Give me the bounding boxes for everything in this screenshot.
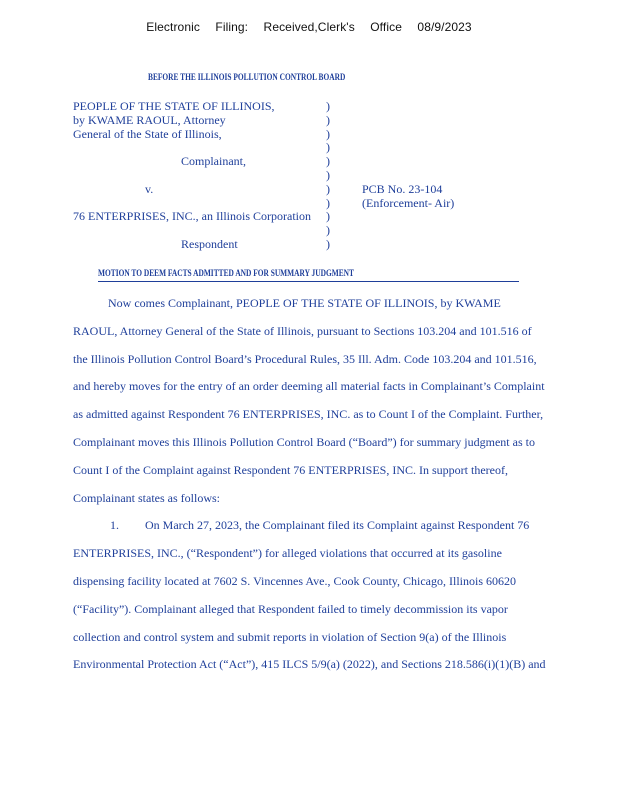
filing-stamp-header — [0, 20, 618, 34]
case-number: PCB No. 23-104 — [362, 181, 443, 196]
body-line-text: On March 27, 2023, the Complainant filed its Complaint against Respondent 76 — [145, 518, 530, 533]
body-line: dispensing facility located at 7602 S. Vincennes Ave., Cook County, Chicago, Illinois 60620 — [73, 573, 517, 588]
body-line: RAOUL, Attorney General of the State of Illinois, pursuant to Sections 103.204 and 101.516 of — [73, 323, 532, 338]
paragraph-number: 1. — [110, 518, 119, 533]
body-line: collection and control system and submit reports in violation of Section 9(a) of the Illinois — [73, 629, 507, 644]
caption-paren-column: ) ) ) ) ) ) ) ) ) ) ) — [326, 99, 330, 251]
header-part: Received,Clerk's — [263, 20, 355, 34]
body-line: the Illinois Pollution Control Board’s Procedural Rules, 35 Ill. Adm. Code 103.204 and 101.516, — [73, 351, 537, 366]
body-line: Complainant moves this Illinois Pollution Control Board (“Board”) for summary judgment as to — [73, 434, 535, 449]
numbered-paragraph-line — [73, 512, 613, 540]
caption-parties — [73, 100, 333, 252]
body-line: Complainant states as follows: — [73, 490, 220, 505]
case-number-block — [362, 100, 582, 210]
header-part: Electronic — [146, 20, 200, 34]
case-type: (Enforcement- Air) — [362, 195, 455, 210]
caption-line: Respondent — [181, 236, 238, 251]
body-line: Count I of the Complaint against Respondent 76 ENTERPRISES, INC. In support thereof, — [73, 462, 508, 477]
body-line: as admitted against Respondent 76 ENTERPRISES, INC. as to Count I of the Complaint. Further, — [73, 407, 544, 422]
body-line: and hereby moves for the entry of an order deeming all material facts in Complainant’s Complaint — [73, 379, 545, 394]
caption-line: v. — [145, 181, 154, 196]
caption-line — [73, 141, 333, 155]
caption-line: General of the State of Illinois, — [73, 126, 222, 141]
motion-title: MOTION TO DEEM FACTS ADMITTED AND FOR SUMMARY JUDGMENT — [98, 269, 354, 279]
body-line: (“Facility”). Complainant alleged that Respondent failed to timely decommission its vapor — [73, 601, 508, 616]
title-underline — [98, 281, 519, 282]
caption-line: PEOPLE OF THE STATE OF ILLINOIS, — [73, 99, 275, 113]
caption-line — [73, 224, 333, 238]
body-line: ENTERPRISES, INC., (“Respondent”) for alleged violations that occurred at its gasoline — [73, 546, 502, 561]
body-line: Now comes Complainant, PEOPLE OF THE STATE OF ILLINOIS, by KWAME — [108, 296, 501, 310]
caption-line: by KWAME RAOUL, Attorney — [73, 112, 226, 127]
header-part: Filing: — [215, 20, 249, 34]
body-line: Environmental Protection Act (“Act”), 415 ILCS 5/9(a) (2022), and Sections 218.586(i)(1)(B) and — [73, 657, 546, 672]
motion-body — [73, 290, 613, 679]
caption-line — [73, 169, 333, 183]
caption-line: Complainant, — [181, 154, 246, 169]
caption-line — [73, 197, 333, 211]
caption-line: 76 ENTERPRISES, INC., an Illinois Corporation — [73, 209, 311, 224]
header-part: 08/9/2023 — [417, 20, 472, 34]
header-part: Office — [370, 20, 402, 34]
board-title: BEFORE THE ILLINOIS POLLUTION CONTROL BOARD — [148, 73, 346, 83]
